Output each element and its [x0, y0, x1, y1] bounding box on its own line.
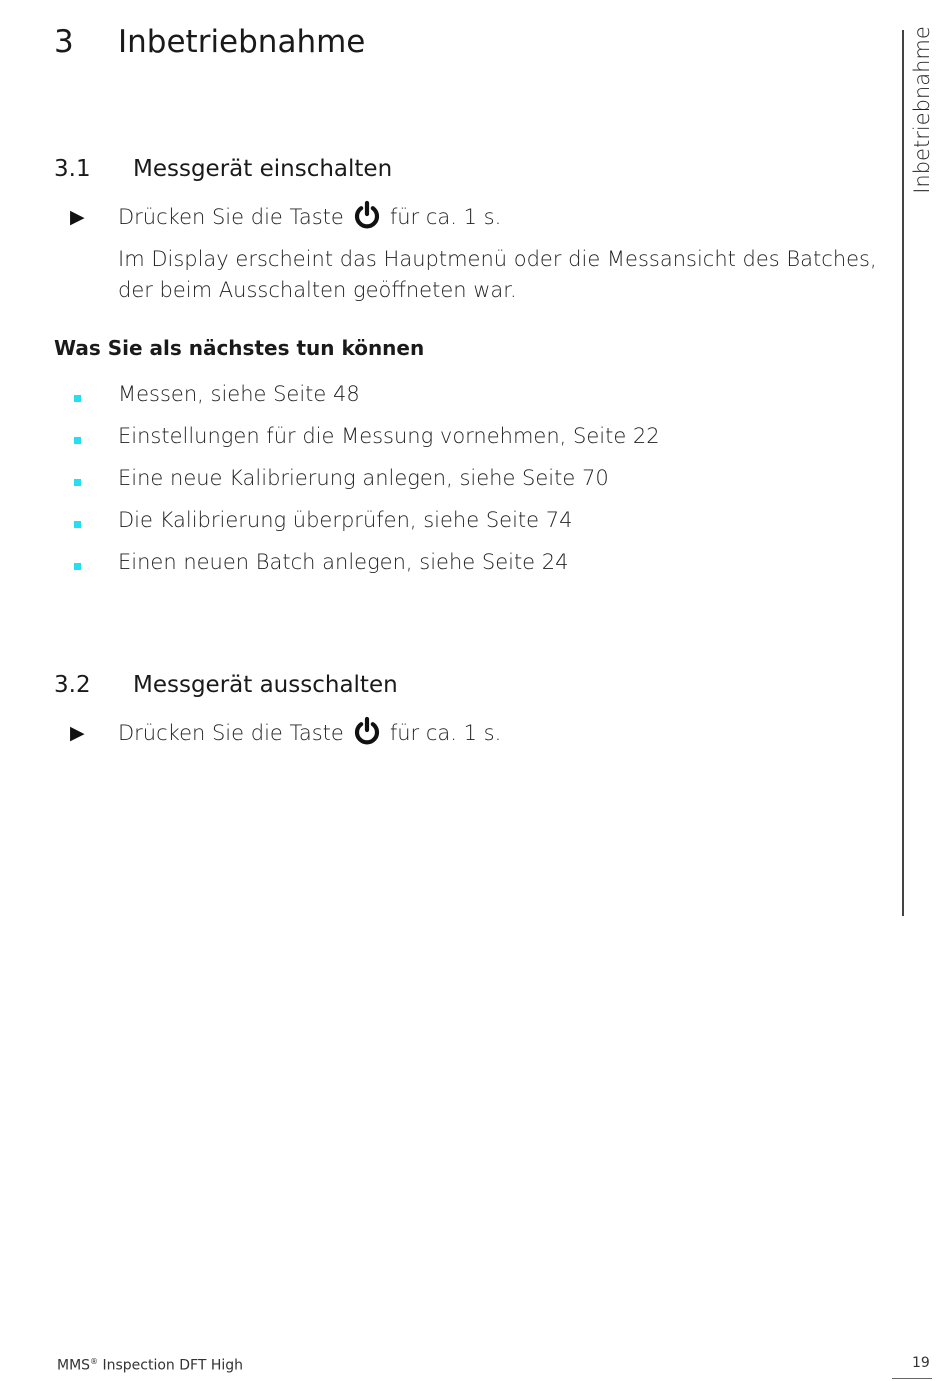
- footer-product-name: MMS® Inspection DFT High: [57, 1357, 244, 1374]
- step-text-before: Drücken Sie die Taste: [118, 205, 344, 229]
- step-arrow-icon: ▶: [70, 722, 85, 744]
- section-1-title: Messgerät einschalten: [133, 156, 393, 182]
- side-divider: [902, 30, 904, 916]
- list-item: Einen neuen Batch anlegen, siehe Seite 24: [118, 550, 569, 574]
- chapter-number: 3: [54, 24, 74, 60]
- page-number-underline: [892, 1378, 932, 1379]
- section-1-step: [118, 205, 501, 230]
- section-2-step: [118, 721, 501, 746]
- step-text-before: Drücken Sie die Taste: [118, 721, 344, 745]
- step-arrow-icon: ▶: [70, 206, 85, 228]
- section-1-result-line-2: der beim Ausschalten geöffneten war.: [118, 278, 517, 302]
- side-chapter-label: Inbetriebnahme: [910, 26, 934, 194]
- list-item: Messen, siehe Seite 48: [118, 382, 360, 406]
- power-icon: [352, 716, 382, 746]
- page-number: 19: [912, 1355, 930, 1371]
- section-2-title: Messgerät ausschalten: [133, 672, 398, 698]
- power-icon: [352, 200, 382, 230]
- section-1-number: 3.1: [54, 156, 91, 182]
- step-text-after: für ca. 1 s.: [389, 721, 502, 745]
- list-item: Eine neue Kalibrierung anlegen, siehe Seite 70: [118, 466, 609, 490]
- bullet-icon: [74, 479, 81, 486]
- bullet-icon: [74, 521, 81, 528]
- bullet-icon: [74, 395, 81, 402]
- section-2-number: 3.2: [54, 672, 91, 698]
- list-item: Die Kalibrierung überprüfen, siehe Seite 74: [118, 508, 573, 532]
- section-1-result-line-1: Im Display erscheint das Hauptmenü oder die Messansicht des Batches,: [118, 247, 877, 271]
- chapter-title: Inbetriebnahme: [118, 24, 366, 60]
- bullet-icon: [74, 437, 81, 444]
- step-text-after: für ca. 1 s.: [389, 205, 502, 229]
- next-steps-heading: Was Sie als nächstes tun können: [54, 336, 425, 360]
- list-item: Einstellungen für die Messung vornehmen, Seite 22: [118, 424, 660, 448]
- bullet-icon: [74, 563, 81, 570]
